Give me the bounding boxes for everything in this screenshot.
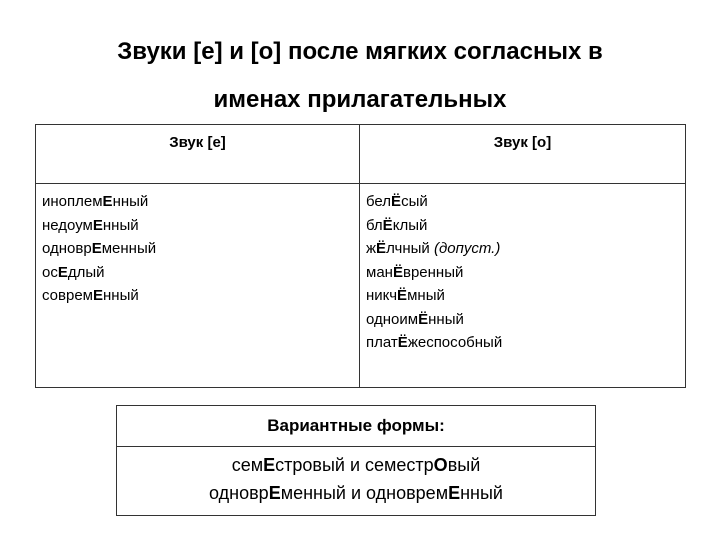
word-part: бл [366, 216, 383, 234]
word-item [366, 331, 685, 355]
word-part: одноим [366, 310, 419, 328]
word-item [366, 261, 685, 285]
word-part: сый [401, 193, 428, 210]
word-part: плат [366, 334, 398, 351]
page-title [40, 28, 680, 124]
word-part: менный [101, 240, 157, 257]
title-line-1: Звуки [е] и [о] после мягких согласных в [117, 38, 603, 65]
header-sound-o: Звук [о] [493, 134, 552, 151]
stressed-letter: Е [448, 483, 461, 503]
word-part: лчный [386, 240, 434, 257]
variant-line [117, 479, 595, 507]
word-part: соврем [42, 287, 93, 304]
variant-body-cell [117, 447, 596, 516]
variant-header: Вариантные формы: [267, 416, 445, 435]
word-part: иноплем [42, 193, 103, 210]
word-part: вый [447, 455, 481, 475]
word-part: недоум [42, 216, 93, 234]
variant-forms-table [116, 405, 596, 516]
variant-header-cell [117, 406, 596, 447]
word-item [42, 190, 359, 214]
word-part: бел [366, 193, 392, 210]
word-part: нный [460, 483, 503, 503]
table-body-row [36, 184, 686, 388]
stressed-letter: Е [92, 216, 103, 234]
word-part: стровый и семестр [275, 455, 434, 475]
column-o-cell [360, 184, 686, 388]
table-header-row [36, 125, 686, 184]
word-part: одновр [209, 483, 269, 503]
stressed-letter: Ё [418, 310, 429, 328]
word-part: ман [366, 263, 393, 281]
word-part: нный [428, 310, 464, 328]
stressed-letter: Е [91, 240, 102, 257]
word-part: нный [102, 216, 139, 234]
title-line-2: именах прилагательных [213, 86, 507, 113]
variant-line [117, 447, 595, 479]
word-item [366, 308, 685, 332]
word-part: менный и одноврем [280, 483, 449, 503]
stressed-letter: Ё [382, 216, 393, 234]
stressed-letter: Е [92, 287, 103, 304]
stressed-letter: Ё [376, 240, 387, 257]
word-part: нный [103, 287, 139, 304]
word-part: никч [366, 287, 398, 304]
word-part: ж [366, 240, 377, 257]
word-part: нный [112, 193, 149, 210]
word-part: длый [67, 263, 105, 281]
stressed-letter: Ё [397, 287, 408, 304]
word-item [42, 261, 359, 285]
word-item [366, 284, 685, 308]
variant-header-row [117, 406, 596, 447]
column-e-cell [36, 184, 360, 388]
word-part: вренный [403, 263, 464, 281]
stressed-letter: Е [263, 455, 276, 475]
word-list-e [36, 184, 359, 308]
word-list-o [360, 184, 685, 355]
word-part: жеспособный [407, 334, 503, 351]
word-item [366, 237, 685, 261]
word-part: мный [407, 287, 445, 304]
word-item [42, 237, 359, 261]
header-sound-e: Звук [е] [169, 134, 226, 151]
word-item [366, 190, 685, 214]
stressed-letter: Ё [392, 263, 403, 281]
word-part: сем [231, 455, 264, 475]
word-part: ос [42, 263, 58, 281]
word-part: одновр [42, 240, 92, 257]
header-cell-o [360, 125, 686, 184]
note-text: (допуст.) [433, 240, 501, 257]
stressed-letter: Ё [391, 193, 402, 210]
header-cell-e [36, 125, 360, 184]
word-part: клый [392, 216, 428, 234]
word-item [42, 214, 359, 238]
stressed-letter: Е [57, 263, 68, 281]
variant-body-row [117, 447, 596, 516]
word-item [42, 284, 359, 308]
stressed-letter: Е [268, 483, 281, 503]
stressed-letter: Ё [397, 334, 408, 351]
stressed-letter: Е [102, 193, 113, 210]
sounds-table [35, 124, 686, 388]
word-item [366, 214, 685, 238]
stressed-letter: О [433, 455, 448, 475]
